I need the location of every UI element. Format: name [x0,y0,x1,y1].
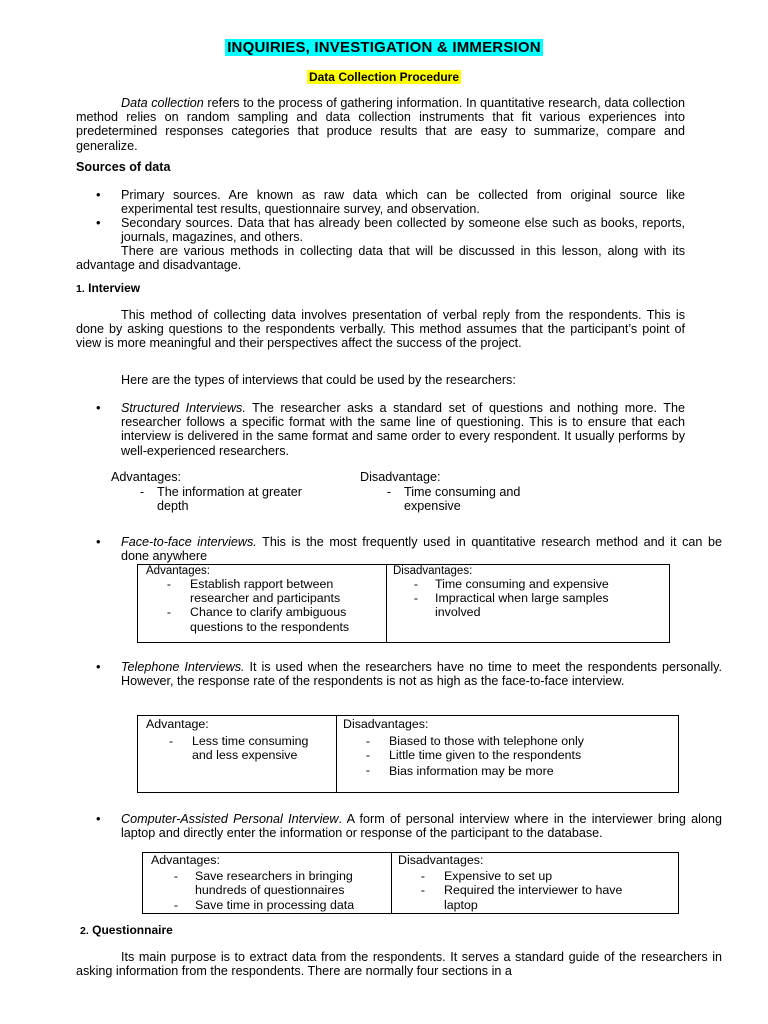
telephone-disadvantage-item: Biased to those with telephone only [389,734,584,749]
bullet-icon: • [96,187,101,202]
face-advantages-cell: Advantages: - Establish rapport between researcher and participants - Chance to clarify ambiguous questions to the respondents [138,565,387,643]
telephone-disadvantages-cell: Disadvantages: - Biased to those with telephone only - Little time given to the respondents - Bias information may be more [337,716,679,793]
bullet-icon: • [96,400,101,415]
document-subtitle: Data Collection Procedure [308,70,460,84]
capi-advantages-cell: Advantages: - Save researchers in bringing hundreds of questionnaires - Save time in processing data [143,853,392,914]
telephone-disadvantage-item: Little time given to the respondents [389,748,582,763]
face-disadvantages-cell: Disadvantages: - Time consuming and expensive - Impractical when large samples involved [387,565,670,643]
structured-disadvantage-item: - Time consuming and expensive [386,485,521,514]
telephone-advantages-cell: Advantage: - Less time consuming and less expensive [138,716,337,793]
questionnaire-paragraph: Its main purpose is to extract data from the respondents. It serves a standard guide of the researchers in asking information from the respondents. There are normally four sections in a [76,950,722,979]
capi-disadvantages-cell: Disadvantages: - Expensive to set up - Required the interviewer to have laptop [392,853,679,914]
face-advantage-item: Chance to clarify ambiguous questions to the respondents [190,605,350,634]
capi-text: Computer-Assisted Personal Interview. A form of personal interview where in the interviewer bring along laptop and directly enter the information or response of the participant to the database. [121,812,722,841]
face-disadvantage-item: Impractical when large samples involved [435,591,609,620]
sources-item-primary: Primary sources. Are known as raw data which can be collected from original source like experimental test results, questionnaire survey, and observation. [121,188,685,217]
structured-disadvantage-label: Disadvantage: [360,470,441,484]
face-disadvantage-item: Time consuming and expensive [435,577,609,591]
capi-advantage-item: Save time in processing data [195,897,355,912]
intro-paragraph: Data collection refers to the process of gathering information. In quantitative research, data collection method relies on random sampling and data collection instruments that fit various experiences into predetermined responses categories that produce results that are easy to summarize, compare and generalize. [76,96,685,153]
document-title: INQUIRIES, INVESTIGATION & IMMERSION [227,39,541,56]
capi-advantage-item: Save researchers in bringing hundreds of questionnaires [195,869,353,898]
interview-types-intro: Here are the types of interviews that could be used by the researchers: [121,373,516,387]
interview-heading: 1. Interview [76,281,141,295]
bullet-icon: • [96,215,101,230]
structured-interviews-text: Structured Interviews. The researcher asks a standard set of questions and nothing more. The researcher follows a specific format with the same line of questioning. This is to ensure that each interview is delivered in the same format and same order to every respondent. It usually performs by well-experienced researchers. [121,401,685,458]
telephone-disadvantage-item: Bias information may be more [389,763,554,778]
questionnaire-heading: 2. Questionnaire [80,923,173,937]
face-advantage-item: Establish rapport between researcher and participants [190,577,341,606]
capi-disadvantage-item: Required the interviewer to have laptop [444,883,623,912]
bullet-icon: • [96,811,101,826]
bullet-icon: • [96,534,101,549]
telephone-text: Telephone Interviews. It is used when the researchers have no time to meet the respondents personally. However, the response rate of the respondents is not as high as the face-to-face interview. [121,660,722,689]
face-to-face-text: Face-to-face interviews. This is the most frequently used in quantitative research method and it can be done anywhere [121,535,722,564]
structured-advantage-item: - The information at greater depth [139,485,302,514]
sources-item-secondary: Secondary sources. Data that has already been collected by someone else such as books, reports, journals, magazines, and others. [121,216,685,245]
face-to-face-table [137,564,670,643]
structured-advantages-label: Advantages: [111,470,182,484]
sources-followup: There are various methods in collecting data that will be discussed in this lesson, along with its advantage and disadvantage. [76,244,685,273]
sources-heading: Sources of data [76,160,171,174]
capi-disadvantage-item: Expensive to set up [444,869,553,884]
capi-table [142,852,679,914]
interview-paragraph: This method of collecting data involves presentation of verbal reply from the respondents. This is done by asking questions to the respondents verbally. This method assumes that the participant’s point of view is more meaningful and their perspectives affect the success of the project. [76,308,685,351]
bullet-icon: • [96,659,101,674]
telephone-table [137,715,679,793]
telephone-advantage-item: Less time consuming and less expensive [192,734,309,763]
